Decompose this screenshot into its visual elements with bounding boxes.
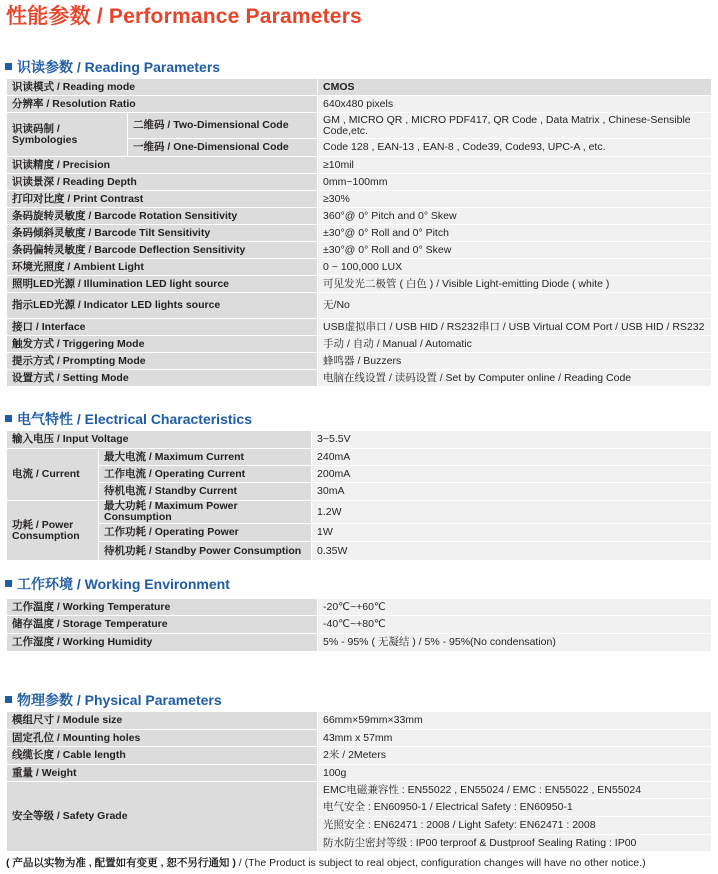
input-voltage-label: 输入电压 / Input Voltage	[7, 431, 312, 449]
operating-current-label: 工作电流 / Operating Current	[99, 466, 312, 483]
weight-value: 100g	[318, 765, 712, 782]
storage-temperature-label: 储存温度 / Storage Temperature	[7, 616, 318, 634]
mounting-holes-value: 43mm x 57mm	[318, 730, 712, 747]
tilt-value: ±30°@ 0° Roll and 0° Pitch	[318, 225, 712, 242]
table-row	[7, 336, 712, 353]
resolution-value: 640x480 pixels	[318, 96, 712, 113]
section-reading-title	[5, 57, 220, 77]
table-row	[7, 782, 712, 799]
section-bullet-icon	[5, 696, 12, 703]
working-humidity-label: 工作湿度 / Working Humidity	[7, 634, 318, 652]
working-humidity-value: 5% - 95% ( 无凝结 ) / 5% - 95%(No condensation)	[318, 634, 712, 652]
indicator-value: 无/No	[318, 293, 712, 319]
table-row	[7, 370, 712, 387]
table-row	[7, 157, 712, 174]
symbologies-label: 识读码制 / Symbologies	[7, 113, 128, 157]
section-electrical-title	[5, 409, 252, 429]
safety-ip-value: 防水防尘密封等级 : IP00 terproof & Dustproof Sealing Rating : IP00	[318, 835, 712, 852]
section-bullet-icon	[5, 63, 12, 70]
table-row	[7, 483, 712, 501]
footnote-cn: ( 产品以实物为准 , 配置如有变更 , 恕不另行通知 )	[6, 857, 236, 869]
max-power-value: 1.2W	[312, 501, 712, 524]
table-row	[7, 431, 712, 449]
module-size-label: 模组尺寸 / Module size	[7, 712, 318, 730]
table-row	[7, 449, 712, 466]
setting-label: 设置方式 / Setting Mode	[7, 370, 318, 387]
precision-label: 识读精度 / Precision	[7, 157, 318, 174]
table-row	[7, 616, 712, 634]
ambient-light-value: 0 ~ 100,000 LUX	[318, 259, 712, 276]
table-row	[7, 113, 712, 139]
table-row	[7, 96, 712, 113]
illumination-value: 可见发光二极管 ( 白色 ) / Visible Light-emitting Diode ( white )	[318, 276, 712, 293]
table-row	[7, 524, 712, 542]
section-environment-label: 工作环境 / Working Environment	[17, 576, 230, 592]
table-row	[7, 174, 712, 191]
tilt-label: 条码倾斜灵敏度 / Barcode Tilt Sensitivity	[7, 225, 318, 242]
table-row	[7, 747, 712, 765]
working-temperature-value: -20℃~+60℃	[318, 599, 712, 616]
working-temperature-label: 工作温度 / Working Temperature	[7, 599, 318, 616]
footnote	[6, 855, 646, 870]
table-row	[7, 542, 712, 561]
triggering-label: 触发方式 / Triggering Mode	[7, 336, 318, 353]
print-contrast-label: 打印对比度 / Print Contrast	[7, 191, 318, 208]
current-label: 电流 / Current	[7, 449, 99, 501]
reading-depth-label: 识读景深 / Reading Depth	[7, 174, 318, 191]
table-row	[7, 225, 712, 242]
cable-length-label: 线缆长度 / Cable length	[7, 747, 318, 765]
reading-parameters-table	[6, 78, 712, 387]
standby-power-label: 待机功耗 / Standby Power Consumption	[99, 542, 312, 561]
power-consumption-label: 功耗 / Power Consumption	[7, 501, 99, 561]
illumination-label: 照明LED光源 / Illumination LED light source	[7, 276, 318, 293]
prompting-label: 提示方式 / Prompting Mode	[7, 353, 318, 370]
section-bullet-icon	[5, 415, 12, 422]
one-d-code-value: Code 128 , EAN-13 , EAN-8 , Code39, Code93, UPC-A , etc.	[318, 139, 712, 157]
safety-emc-value: EMC电磁兼容性 : EN55022 , EN55024 / EMC : EN55022 , EN55024	[318, 782, 712, 799]
mounting-holes-label: 固定孔位 / Mounting holes	[7, 730, 318, 747]
physical-table	[6, 711, 712, 852]
two-d-code-label: 二维码 / Two-Dimensional Code	[128, 113, 318, 139]
storage-temperature-value: -40℃~+80℃	[318, 616, 712, 634]
table-row	[7, 293, 712, 319]
footnote-en: / (The Product is subject to real object, configuration changes will have no other notice.)	[235, 857, 646, 869]
section-electrical-label: 电气特性 / Electrical Characteristics	[17, 411, 252, 427]
table-row	[7, 191, 712, 208]
section-reading-label: 识读参数 / Reading Parameters	[17, 59, 221, 75]
print-contrast-value: ≥30%	[318, 191, 712, 208]
safety-grade-label: 安全等级 / Safety Grade	[7, 782, 318, 852]
module-size-value: 66mm×59mm×33mm	[318, 712, 712, 730]
table-row	[7, 319, 712, 336]
table-row	[7, 765, 712, 782]
section-bullet-icon	[5, 580, 12, 587]
input-voltage-value: 3~5.5V	[312, 431, 712, 449]
table-row	[7, 79, 712, 96]
table-row	[7, 599, 712, 616]
deflection-value: ±30°@ 0° Roll and 0° Skew	[318, 242, 712, 259]
reading-depth-value: 0mm~100mm	[318, 174, 712, 191]
resolution-label: 分辨率 / Resolution Ratio	[7, 96, 318, 113]
section-physical-title	[5, 690, 222, 710]
prompting-value: 蜂鸣器 / Buzzers	[318, 353, 712, 370]
max-current-value: 240mA	[312, 449, 712, 466]
safety-electrical-value: 电气安全 : EN60950-1 / Electrical Safety : EN60950-1	[318, 799, 712, 817]
table-row	[7, 466, 712, 483]
table-row	[7, 276, 712, 293]
section-physical-label: 物理参数 / Physical Parameters	[17, 692, 222, 708]
triggering-value: 手动 / 自动 / Manual / Automatic	[318, 336, 712, 353]
deflection-label: 条码偏转灵敏度 / Barcode Deflection Sensitivity	[7, 242, 318, 259]
max-current-label: 最大电流 / Maximum Current	[99, 449, 312, 466]
cable-length-value: 2米 / 2Meters	[318, 747, 712, 765]
max-power-label: 最大功耗 / Maximum Power Consumption	[99, 501, 312, 524]
environment-table	[6, 598, 712, 652]
weight-label: 重量 / Weight	[7, 765, 318, 782]
page-title: 性能参数 / Performance Parameters	[6, 5, 362, 28]
indicator-label: 指示LED光源 / Indicator LED lights source	[7, 293, 318, 319]
safety-light-value: 光照安全 : EN62471 : 2008 / Light Safety: EN62471 : 2008	[318, 817, 712, 835]
ambient-light-label: 环境光照度 / Ambient Light	[7, 259, 318, 276]
section-environment-title	[5, 574, 230, 594]
standby-power-value: 0.35W	[312, 542, 712, 561]
table-row	[7, 501, 712, 524]
table-row	[7, 634, 712, 652]
setting-value: 电脑在线设置 / 读码设置 / Set by Computer online / Reading Code	[318, 370, 712, 387]
rotation-value: 360°@ 0° Pitch and 0° Skew	[318, 208, 712, 225]
rotation-label: 条码旋转灵敏度 / Barcode Rotation Sensitivity	[7, 208, 318, 225]
standby-current-value: 30mA	[312, 483, 712, 501]
table-row	[7, 259, 712, 276]
table-row	[7, 730, 712, 747]
table-row	[7, 712, 712, 730]
reading-mode-label: 识读模式 / Reading mode	[7, 79, 318, 96]
reading-mode-value: CMOS	[318, 79, 712, 96]
electrical-table	[6, 430, 712, 561]
interface-label: 接口 / Interface	[7, 319, 318, 336]
table-row	[7, 208, 712, 225]
interface-value: USB虚拟串口 / USB HID / RS232串口 / USB Virtual COM Port / USB HID / RS232	[318, 319, 712, 336]
standby-current-label: 待机电流 / Standby Current	[99, 483, 312, 501]
precision-value: ≥10mil	[318, 157, 712, 174]
operating-power-value: 1W	[312, 524, 712, 542]
operating-current-value: 200mA	[312, 466, 712, 483]
two-d-code-value: GM , MICRO QR , MICRO PDF417, QR Code , Data Matrix , Chinese-Sensible Code,etc.	[318, 113, 712, 139]
operating-power-label: 工作功耗 / Operating Power	[99, 524, 312, 542]
one-d-code-label: 一维码 / One-Dimensional Code	[128, 139, 318, 157]
table-row	[7, 353, 712, 370]
table-row	[7, 242, 712, 259]
